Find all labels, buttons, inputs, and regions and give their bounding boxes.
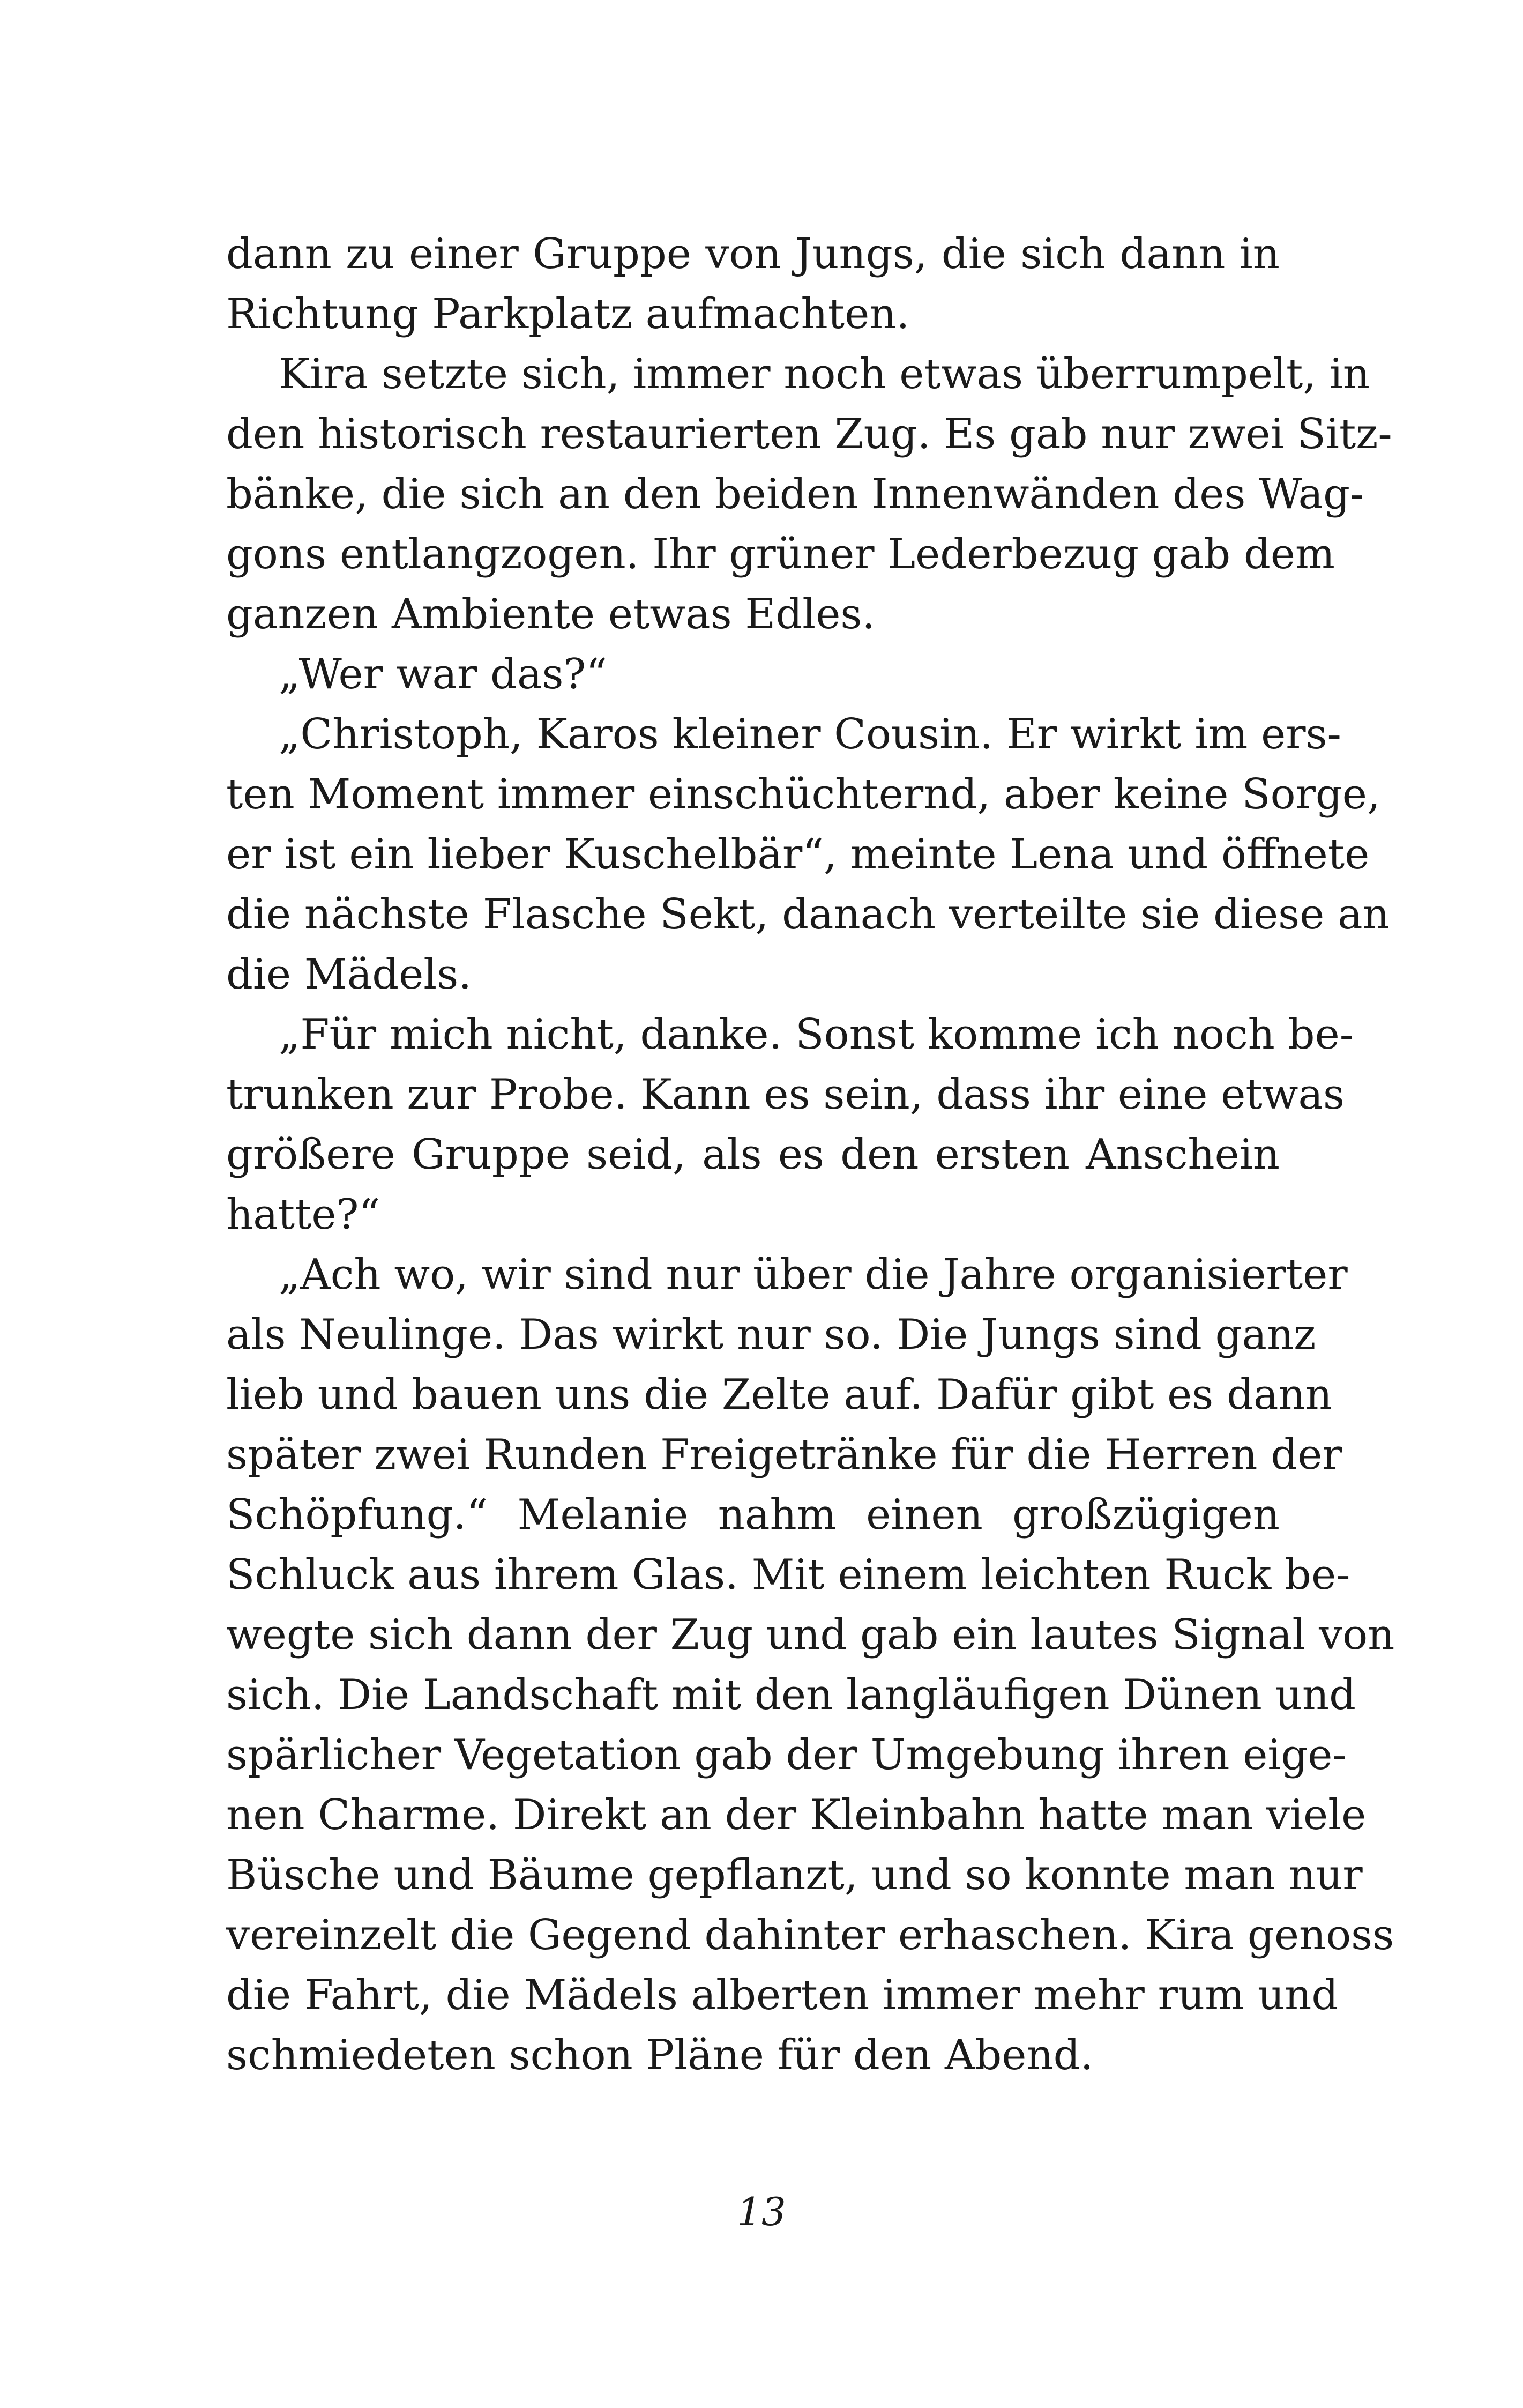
text-line: vereinzelt die Gegend dahinter erhaschen. Kira genoss (226, 1911, 1394, 1959)
text-line: spärlicher Vegetation gab der Umgebung ihren eige- (226, 1731, 1347, 1779)
text-line: „Für mich nicht, danke. Sonst komme ich noch be- (279, 1010, 1354, 1059)
text-line: Büsche und Bäume gepflanzt, und so konnte man nur (226, 1851, 1363, 1899)
text-line: sich. Die Landschaft mit den langläufigen Dünen und (226, 1671, 1356, 1719)
text-line: lieb und bauen uns die Zelte auf. Dafür gibt es dann (226, 1371, 1333, 1419)
text-line: trunken zur Probe. Kann es sein, dass ihr eine etwas (226, 1071, 1345, 1119)
text-line: die Fahrt, die Mädels alberten immer mehr rum und (226, 1971, 1339, 2019)
text-line: den historisch restaurierten Zug. Es gab nur zwei Sitz- (226, 410, 1392, 458)
text-line: bänke, die sich an den beiden Innenwänden des Wag- (226, 470, 1364, 518)
text-line: Schluck aus ihrem Glas. Mit einem leichten Ruck be- (226, 1551, 1350, 1599)
text-line: Schöpfung.“ Melanie nahm einen großzügigen (226, 1491, 1280, 1539)
text-line: „Christoph, Karos kleiner Cousin. Er wirkt im ers- (279, 710, 1341, 759)
text-line: ganzen Ambiente etwas Edles. (226, 590, 876, 638)
page-number: 13 (737, 2189, 786, 2234)
text-line: wegte sich dann der Zug und gab ein lautes Signal von (226, 1611, 1395, 1659)
text-line: größere Gruppe seid, als es den ersten Anschein (226, 1131, 1280, 1179)
text-line: die Mädels. (226, 950, 472, 999)
text-line: dann zu einer Gruppe von Jungs, die sich dann in (226, 230, 1280, 278)
text-line: ten Moment immer einschüchternd, aber keine Sorge, (226, 770, 1380, 819)
text-line: später zwei Runden Freigetränke für die Herren der (226, 1431, 1342, 1479)
text-line: schmiedeten schon Pläne für den Abend. (226, 2031, 1094, 2079)
body-text (226, 224, 1395, 2085)
text-line: als Neulinge. Das wirkt nur so. Die Jungs sind ganz (226, 1311, 1316, 1359)
text-line: die nächste Flasche Sekt, danach verteilte sie diese an (226, 890, 1390, 939)
text-line: hatte?“ (226, 1191, 380, 1239)
text-line: „Wer war das?“ (279, 650, 608, 698)
text-line: Richtung Parkplatz aufmachten. (226, 290, 910, 338)
text-line: nen Charme. Direkt an der Kleinbahn hatte man viele (226, 1791, 1367, 1839)
text-line: er ist ein lieber Kuschelbär“, meinte Lena und öffnete (226, 830, 1370, 879)
text-line: „Ach wo, wir sind nur über die Jahre organisierter (279, 1251, 1348, 1299)
text-line: gons entlangzogen. Ihr grüner Lederbezug gab dem (226, 530, 1335, 578)
text-line: Kira setzte sich, immer noch etwas überrumpelt, in (279, 350, 1370, 398)
